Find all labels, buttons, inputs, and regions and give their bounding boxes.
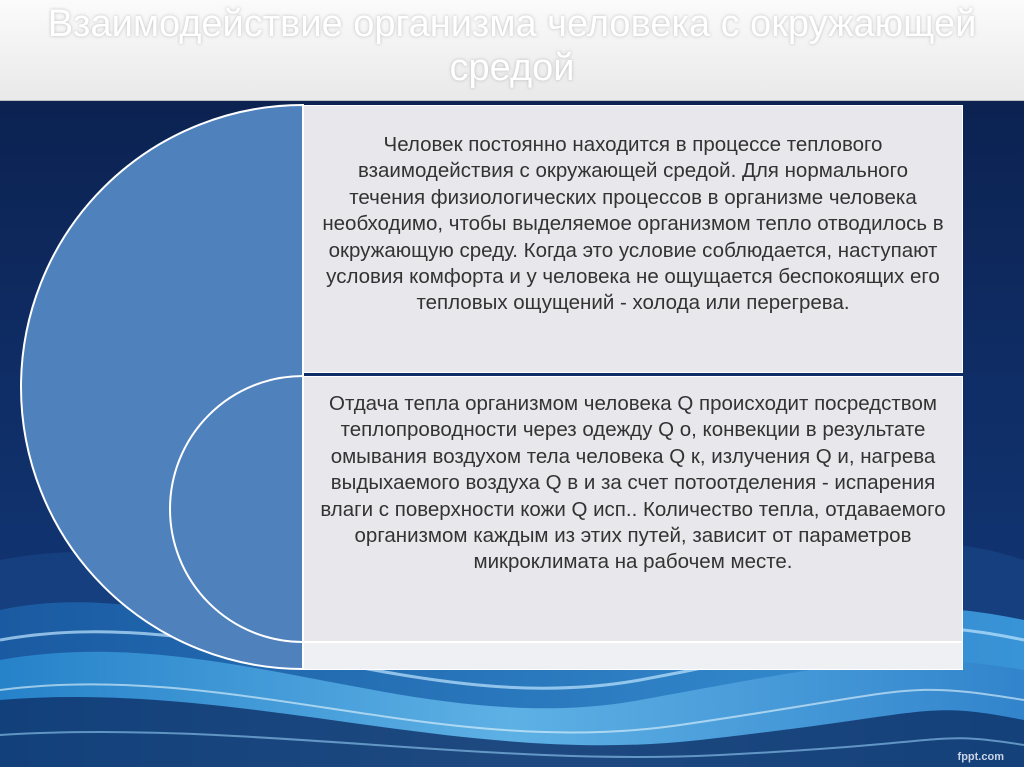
text-block-heat-loss: Отдача тепла организмом человека Q происходит посредством теплопроводности через одежду Q о, конвекции в результате омывания воздухом тела человека Q к, излучения Q и, нагрева выдыхаемого воздуха Q в и за счет потоотделения - испарения влаги с поверхности кожи Q исп.. Количество тепла, отдаваемого организмом каждым из этих путей, зависит от параметров микроклимата на рабочем месте.: [303, 376, 963, 642]
text-block-heat-exchange: Человек постоянно находится в процессе теплового взаимодействия с окружающей средой. Для нормального течения физиологических процессов в организме человека необходимо, чтобы выделяемое организмом тепло отводилось в окружающую среду. Когда это условие соблюдается, наступают условия комфорта и у человека не ощущается беспокоящих его тепловых ощущений - холода или перегрева.: [303, 105, 963, 373]
bottom-strip: [303, 642, 963, 670]
slide-title: Взаимодействие организма человека с окружающей средой: [47, 3, 977, 89]
logo-text: fppt.com: [957, 751, 1004, 763]
outer-arc-shape: [21, 105, 303, 669]
